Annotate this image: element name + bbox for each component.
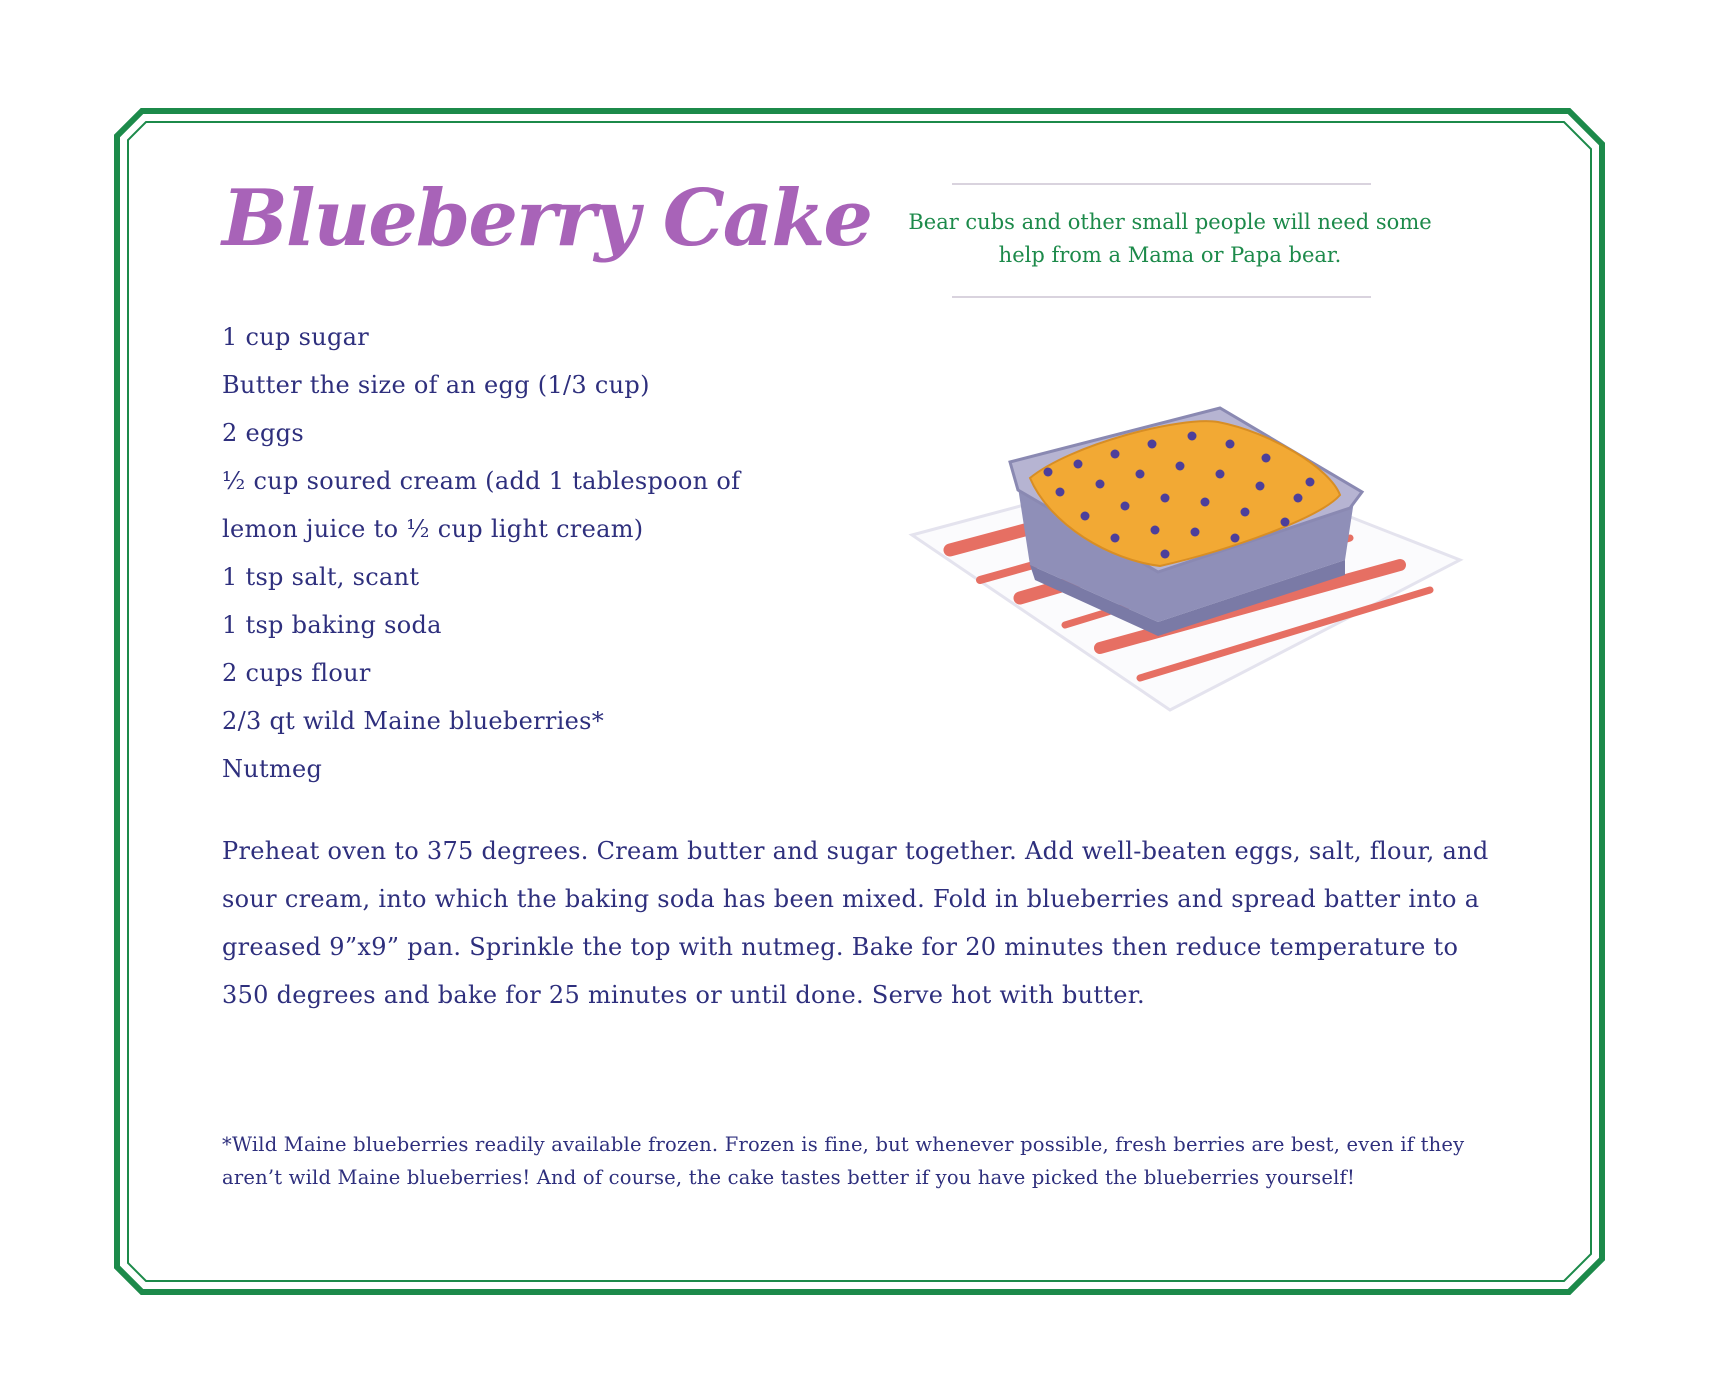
ingredient-list (222, 313, 740, 793)
ingredient-item: 2 eggs (222, 419, 304, 447)
ingredient-item: 2/3 qt wild Maine blueberries* (222, 707, 605, 735)
tip-divider-bottom (952, 296, 1371, 298)
ingredient-item: 2 cups flour (222, 659, 371, 687)
ingredient-item: 1 tsp baking soda (222, 611, 442, 639)
ingredient-item: 1 cup sugar (222, 323, 370, 351)
ingredient-item: Butter the size of an egg (1/3 cup) (222, 371, 650, 399)
blueberry-footnote: *Wild Maine blueberries readily available frozen. Frozen is fine, but whenever possible, fresh berries are best, even if they aren’t wild Maine blueberries! And of course, the cake tastes better if you have picked the blueberries yourself! (222, 1133, 1465, 1189)
ingredient-item: 1 tsp salt, scant (222, 563, 420, 591)
ingredient-item: Nutmeg (222, 755, 323, 783)
recipe-title: Blueberry Cake (222, 173, 872, 264)
ingredient-item: ½ cup soured cream (add 1 tablespoon of (222, 467, 741, 495)
recipe-instructions: Preheat oven to 375 degrees. Cream butter and sugar together. Add well-beaten eggs, salt, flour, and sour cream, into which the baking soda has been mixed. Fold in blueberries and spread batter into a greased 9”x9” pan. Sprinkle the top with nutmeg. Bake for 20 minutes then reduce temperature to 350 degrees and bake for 25 minutes or until done. Serve hot with butter. (222, 837, 1489, 1009)
tip-divider-top (952, 183, 1371, 185)
blueberry-cake-pan-illustration (900, 400, 1480, 730)
helper-note: Bear cubs and other small people will need some help from a Mama or Papa bear. (908, 210, 1432, 267)
ingredient-item: lemon juice to ½ cup light cream) (222, 515, 644, 543)
